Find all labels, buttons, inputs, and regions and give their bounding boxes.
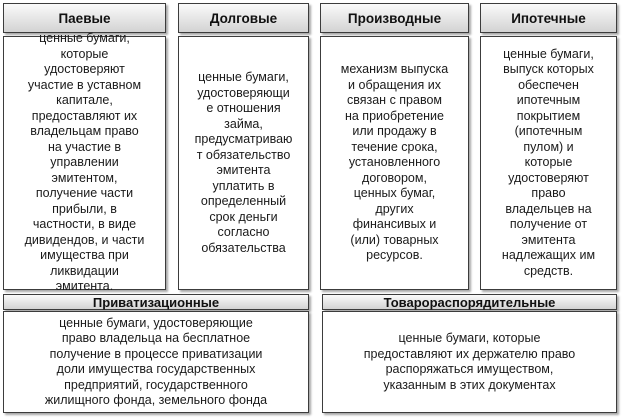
header-paevye (3, 3, 166, 33)
header-paevye-title: Паевые (58, 10, 111, 26)
header-dolgovye-title: Долговые (209, 10, 278, 26)
body-ipotechnye (480, 36, 617, 290)
body-privatizatsionnye-text: ценные бумаги, удостоверяющие право владельца на бесплатное получение в процессе приватизации доли имущества государственных предприятий, государственного жилищного фонда, земельного фонда (44, 315, 268, 407)
header-ipotechnye-title: Ипотечные (511, 10, 586, 26)
body-ipotechnye-text: ценные бумаги, выпуск которых обеспечен ипотечным покрытием (ипотечным пулом) и которые удостоверяют право владельцев на получение от эмитента надлежащих им средств. (501, 46, 596, 278)
body-dolgovye (178, 36, 309, 290)
header-privatizatsionnye-title: Приватизационные (92, 294, 220, 310)
header-ipotechnye (480, 3, 617, 33)
body-dolgovye-text: ценные бумаги, удостоверяющи е отношения займа, предусматриваю т обязательство эмитента уплатить в определенный срок деньги согласно обязательства (194, 70, 293, 255)
body-proizvodnye-text: механизм выпуска и обращения их связан с правом на приобретение или продажу в течение срока, установленного договором, ценных бумаг, других финансивых и (или) товарных ресурсов. (340, 62, 449, 263)
header-privatizatsionnye (3, 294, 309, 310)
body-tovarorasporyaditelnye-text: ценные бумаги, которые предоставляют их держателю право распоряжаться имуществом, указанным в этих документах (363, 331, 576, 392)
body-privatizatsionnye (3, 311, 309, 413)
body-tovarorasporyaditelnye (322, 311, 617, 413)
header-tovarorasporyaditelnye-title: Товарораспорядительные (383, 294, 556, 310)
body-paevye-text: ценные бумаги, которые удостоверяют участие в уставном капитале, предоставляют их владельцам право на участие в управлении эмитентом, получение части прибыли, в частности, в виде дивидендов, и части имущества при ликвидации эмитента. (24, 31, 145, 294)
body-proizvodnye (320, 36, 469, 290)
header-proizvodnye (320, 3, 469, 33)
header-dolgovye (178, 3, 309, 33)
header-proizvodnye-title: Производные (347, 10, 442, 26)
header-tovarorasporyaditelnye (322, 294, 617, 310)
body-paevye (3, 31, 166, 294)
